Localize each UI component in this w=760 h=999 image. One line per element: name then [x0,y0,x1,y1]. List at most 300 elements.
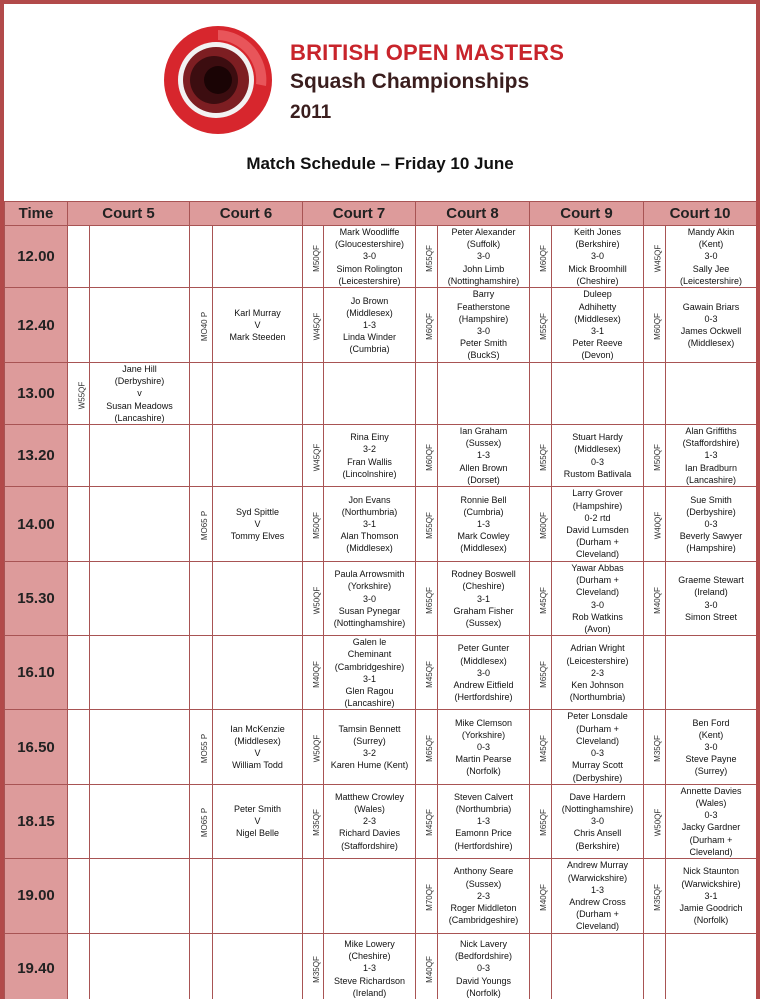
match-line: Yawar Abbas [571,563,624,574]
match-code-cell [416,858,438,933]
match-line: 0-3 [590,456,604,467]
match-line: Tommy Elves [230,531,285,542]
match-line: David Youngs [455,975,512,986]
match-code-cell [303,784,324,858]
match-cell [438,487,530,562]
match-code: M65QF [538,809,548,837]
match-code: W50QF [653,809,663,837]
match-line: (Northumbria) [569,692,626,703]
match-line: Graham Fisher [453,605,514,616]
match-code-cell [190,933,213,999]
match-line: John Limb [462,263,505,274]
match-code: M65QF [424,735,434,762]
court-header: Court 6 [190,202,303,226]
match-line: Steve Payne [685,754,737,765]
match-line: 0-3 [704,810,718,821]
match-line: (Suffolk) [466,239,501,250]
match-line: Nick Lavery [459,938,507,949]
match-code-cell [190,425,213,487]
match-line: Susan Meadows [106,400,173,411]
match-line: William Todd [232,760,283,771]
match-cell [324,363,416,425]
match-cell [552,288,644,363]
match-cell [438,933,530,999]
match-code-cell [303,858,324,933]
match-code: W50QF [312,734,322,763]
match-line: Rustom Batlivala [563,468,632,479]
match-line: Beverly Sawyer [679,531,743,542]
match-cell [552,636,644,710]
match-line: Alan Thomson [340,531,399,542]
match-line: Peter Smith [459,338,508,349]
match-code-cell [416,226,438,288]
match-cell [213,636,303,710]
match-code: M40QF [311,661,321,688]
match-code: M55QF [424,512,434,539]
match-code: W45QF [312,443,322,471]
match-cell [213,562,303,636]
match-code-cell [416,363,438,425]
match-line: Peter Alexander [451,227,516,237]
match-cell [552,858,644,933]
time-cell: 18.15 [5,784,68,858]
schedule-title: Match Schedule – Friday 10 June [246,154,514,173]
match-cell [324,487,416,562]
match-cell [666,363,757,425]
match-line: 3-1 [476,593,490,604]
match-line: Karl Murray [234,307,281,318]
match-line: (Durham + [576,909,619,920]
match-code-cell [416,710,438,784]
match-code-cell [303,226,324,288]
match-cell [90,226,190,288]
match-line: (Cheshire) [576,275,619,286]
match-line: David Lumsden [566,525,629,536]
match-code-cell [303,425,324,487]
match-line: 3-0 [362,593,376,604]
match-code-cell [530,288,552,363]
match-line: Ben Ford [692,717,730,728]
match-line: (Sussex) [465,878,502,889]
match-line: (Warwickshire) [567,872,628,883]
match-line: Ronnie Bell [460,494,507,505]
match-cell [438,562,530,636]
event-subtitle: Squash Championships [290,70,530,93]
match-code-cell [530,858,552,933]
match-line: (Derbyshire) [572,772,623,783]
match-code-cell [68,487,90,562]
match-cell [552,226,644,288]
match-line: (Leicestershire) [679,275,743,286]
match-cell [552,710,644,784]
match-line: Adhihetty [578,301,617,312]
match-line: (Berkshire) [575,239,620,250]
match-line: Featherstone [456,301,511,312]
match-code-cell [530,562,552,636]
match-line: (Kent) [698,239,724,250]
match-line: Allen Brown [459,462,508,473]
match-code-cell [303,487,324,562]
match-code: M50QF [652,443,662,471]
match-line: 2-3 [476,890,490,901]
match-code-cell [530,784,552,858]
match-line: (Norfolk) [466,987,501,998]
match-line: (Durham + [576,723,619,734]
match-line: (Wales) [354,804,385,814]
match-line: (Cumbria) [349,344,390,355]
match-line: 1-3 [362,319,376,330]
match-cell [90,425,190,487]
match-line: 1-3 [476,450,490,461]
match-cell [438,784,530,858]
match-line: (Nottinghamshire) [561,804,634,814]
match-line: 2-3 [362,816,376,827]
match-line: 3-0 [362,251,376,262]
match-code-cell [190,363,213,425]
match-cell [438,363,530,425]
match-line: (Middlesex) [574,444,621,455]
match-line: 3-1 [362,518,376,529]
match-cell [438,226,530,288]
match-line: 3-0 [590,251,604,262]
match-line: Glen Ragou [345,686,394,697]
match-code-cell [68,784,90,858]
match-code-cell [530,425,552,487]
match-code-cell [644,363,666,425]
match-code-cell [303,562,324,636]
table-row [5,933,757,999]
match-code: W45QF [653,244,663,272]
match-schedule-table [4,201,756,999]
time-cell: 16.10 [5,636,68,710]
table-row [5,636,757,710]
match-code-cell [416,487,438,562]
match-cell [324,784,416,858]
match-line: Susan Pynegar [338,605,401,616]
match-line: (Hampshire) [686,543,736,554]
match-code: M35QF [311,809,321,837]
match-line: James Ockwell [680,326,742,337]
match-code-cell [416,425,438,487]
match-code: M55QF [538,443,548,471]
match-cell [552,487,644,562]
match-line: Peter Gunter [457,643,510,654]
match-line: Matthew Crowley [334,791,405,802]
match-line: V [254,816,261,827]
match-line: (Cambridgeshire) [448,915,519,926]
match-line: Andrew Cross [569,896,626,907]
match-cell [324,562,416,636]
match-line: Nigel Belle [235,828,280,839]
match-line: V [254,319,261,330]
match-line: (Middlesex) [346,307,393,318]
match-code: M60QF [424,443,434,471]
match-line: (Avon) [584,624,611,635]
match-line: Anthony Seare [453,866,514,877]
match-line: (Middlesex) [234,735,281,746]
match-line: (Hampshire) [458,313,509,324]
match-code: M50QF [311,244,321,272]
match-line: 0-3 [476,963,490,974]
match-line: (Leicestershire) [566,655,629,666]
match-line: 1-3 [704,450,718,461]
match-cell [666,425,757,487]
match-line: Chris Ansell [573,828,622,839]
match-code: M40QF [652,586,662,614]
match-line: 0-3 [704,313,718,324]
match-code-cell [68,288,90,363]
match-code: M60QF [424,313,434,340]
schedule-page [4,4,756,999]
match-line: (Middlesex) [460,543,507,554]
match-line: (Surrey) [353,735,386,746]
match-cell [438,288,530,363]
match-cell [438,710,530,784]
match-line: Graeme Stewart [678,575,744,586]
match-code: M35QF [311,956,321,984]
match-line: Cleveland) [575,549,620,560]
match-code-cell [644,784,666,858]
match-line: (Lincolnshire) [342,468,397,479]
match-code: M40QF [424,956,434,984]
match-line: (Lancashire) [685,474,737,485]
match-line: Gawain Briars [682,301,740,312]
match-cell [324,226,416,288]
match-line: Simon Rolington [336,263,403,274]
match-line: (Ireland) [352,987,387,998]
match-code-cell [644,226,666,288]
match-line: (Sussex) [465,438,502,449]
match-line: Larry Grover [572,488,623,499]
match-line: 1-3 [362,963,376,974]
match-line: Mick Broomhill [568,263,627,274]
match-line: (Hampshire) [572,500,623,511]
match-code-cell [644,858,666,933]
time-cell: 12.00 [5,226,68,288]
match-code-cell [68,858,90,933]
match-code-cell [303,710,324,784]
time-header: Time [5,202,68,226]
match-line: (Staffordshire) [682,438,740,449]
match-cell [666,487,757,562]
table-row [5,288,757,363]
match-line: 3-1 [590,326,604,337]
page-header [4,4,756,203]
schedule-body [5,226,757,999]
match-line: 1-3 [476,816,490,827]
match-cell [90,288,190,363]
match-line: Annette Davies [680,785,742,796]
match-code-cell [644,288,666,363]
match-cell [552,363,644,425]
match-code-cell [530,226,552,288]
match-code: MO65 P [200,808,210,838]
match-cell [90,636,190,710]
match-code: M55QF [538,313,548,340]
court-header: Court 10 [644,202,757,226]
match-line: Simon Street [684,611,738,622]
match-line: Stuart Hardy [572,432,623,443]
match-cell [213,858,303,933]
match-cell [90,784,190,858]
match-cell [324,425,416,487]
match-line: 3-1 [362,673,376,684]
event-title: BRITISH OPEN MASTERS [290,40,565,65]
match-line: Dave Hardern [569,791,626,802]
match-line: Ian Bradburn [684,462,738,473]
table-row [5,858,757,933]
match-code: W55QF [77,381,87,409]
match-line: Paula Arrowsmith [334,569,405,580]
match-line: (Nottinghamshire) [447,275,520,286]
match-cell [324,288,416,363]
match-line: Steve Richardson [333,975,406,986]
match-code: M55QF [424,244,434,272]
match-cell [213,784,303,858]
match-line: (Devon) [581,350,614,361]
match-code-cell [416,933,438,999]
match-cell [666,636,757,710]
match-cell [438,636,530,710]
match-cell [213,710,303,784]
match-code: M45QF [424,809,434,837]
match-cell [213,288,303,363]
match-code-cell [303,288,324,363]
match-code-cell [190,288,213,363]
match-cell [213,933,303,999]
match-line: 0-3 [476,741,490,752]
match-line: (Derbyshire) [686,506,736,517]
match-line: (Cambridgeshire) [334,661,405,672]
match-line: (Wales) [695,797,727,808]
match-line: (Staffordshire) [341,840,398,851]
match-line: Ken Johnson [571,679,624,690]
match-line: (Durham + [576,537,619,548]
match-line: Cleveland) [575,921,620,932]
match-code-cell [644,933,666,999]
match-line: Cleveland) [689,846,733,857]
match-line: Martin Pearse [455,754,512,765]
match-code: W40QF [653,511,663,540]
court-header: Court 5 [68,202,190,226]
match-line: 3-2 [362,444,376,455]
match-code: MO55 P [200,733,210,764]
time-cell: 13.20 [5,425,68,487]
match-code: M35QF [652,735,662,762]
match-cell [552,933,644,999]
match-line: Barry [472,289,495,300]
match-code: MO40 P [200,311,210,342]
match-line: Steven Calvert [453,791,514,802]
match-line: Alan Griffiths [685,426,737,437]
match-code: M35QF [652,884,662,911]
match-cell [324,710,416,784]
match-line: Mike Clemson [454,717,512,728]
match-line: Mark Steeden [229,332,286,343]
match-line: Tamsin Bennett [338,723,401,734]
match-line: 3-0 [704,251,718,262]
squash-ball-logo-icon [162,24,274,136]
match-code-cell [530,636,552,710]
court-header: Court 8 [416,202,530,226]
match-line: (Norfolk) [466,766,501,777]
match-code-cell [644,562,666,636]
match-line: (Northumbria) [455,804,512,814]
match-line: 3-1 [704,890,718,901]
match-line: Mark Woodliffe [339,227,400,237]
match-cell [552,784,644,858]
match-code: M70QF [424,884,434,911]
match-line: 3-0 [704,741,718,752]
match-line: Jon Evans [348,494,391,505]
match-cell [213,425,303,487]
match-line: 2-3 [590,667,604,678]
match-line: (Lancashire) [114,412,165,423]
match-line: Mandy Akin [687,227,735,237]
match-code: M45QF [538,735,548,762]
match-code-cell [416,288,438,363]
match-line: Jane Hill [122,364,157,375]
match-code: M65QF [538,661,548,688]
match-code: W50QF [312,586,322,614]
match-cell [438,425,530,487]
table-row [5,226,757,288]
match-code-cell [303,933,324,999]
match-line: (Warwickshire) [681,878,741,889]
match-line: Jamie Goodrich [679,903,743,914]
match-line: v [137,388,142,399]
match-line: (Berkshire) [575,840,620,851]
match-line: Rina Einy [350,432,389,443]
match-line: Peter Smith [233,804,282,814]
time-cell: 15.30 [5,562,68,636]
match-line: 0-3 [590,748,604,759]
match-line: Nick Staunton [682,866,740,877]
match-line: (Cumbria) [463,506,504,517]
match-line: Cheminant [347,649,392,660]
match-code-cell [68,933,90,999]
match-line: 0-2 rtd [584,512,611,523]
match-line: Richard Davies [338,828,401,839]
match-line: Sue Smith [690,494,732,505]
match-line: (Durham + [689,834,733,845]
match-line: Ian Graham [459,426,508,437]
match-code: M60QF [538,512,548,539]
match-line: 3-0 [704,599,718,610]
match-line: 1-3 [476,518,490,529]
match-code-cell [68,363,90,425]
table-row [5,710,757,784]
match-line: 3-0 [590,816,604,827]
match-code-cell [190,858,213,933]
match-cell [90,858,190,933]
match-cell [213,487,303,562]
match-line: (Middlesex) [687,338,735,349]
match-code-cell [416,562,438,636]
event-year: 2011 [290,102,332,123]
court-header: Court 9 [530,202,644,226]
match-line: Jo Brown [350,295,389,306]
match-line: (Cheshire) [348,951,391,962]
time-cell: 12.40 [5,288,68,363]
table-row [5,425,757,487]
match-line: Ian McKenzie [230,723,285,734]
match-line: Cleveland) [575,735,620,746]
match-code: M40QF [538,884,548,911]
match-code: MO65 P [200,510,210,541]
header-row [5,202,757,226]
match-code-cell [190,710,213,784]
